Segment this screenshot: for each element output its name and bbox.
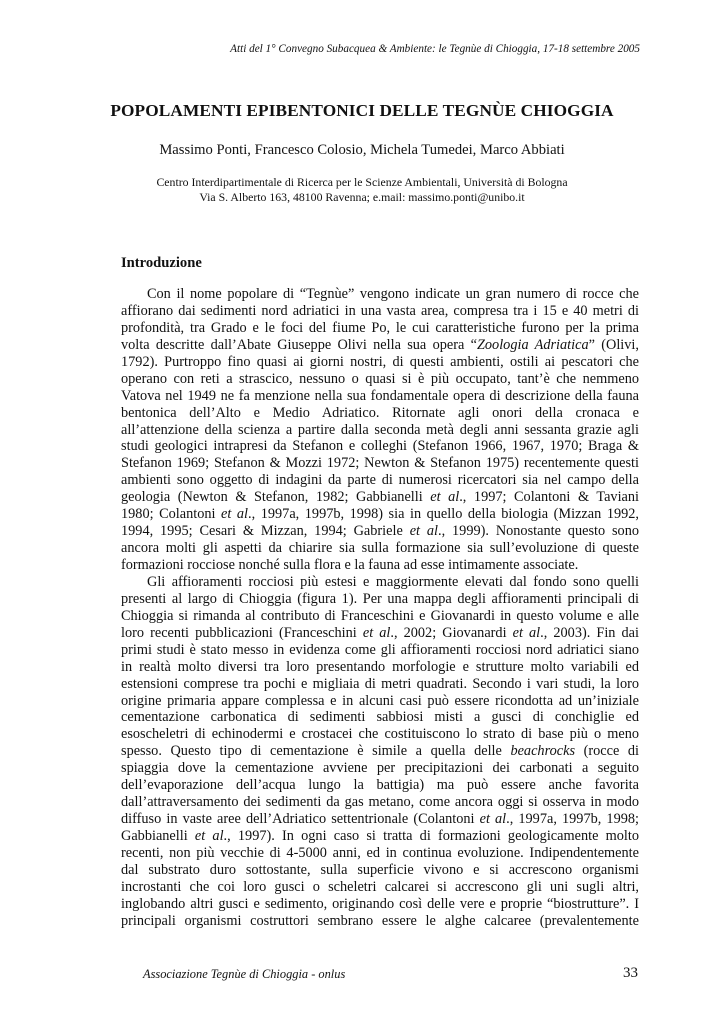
body-line: operano con reti a strascico, nessuno o quasi si è più occupato, tant’è che nemmeno: [121, 370, 639, 387]
section-heading-introduzione: Introduzione: [121, 255, 202, 271]
body-line: formazioni rocciose nonché sulla flora e la fauna ad esse intimamente associate.: [121, 557, 579, 573]
body-line: Stefanon 1969; Stefanon & Mozzi 1972; Newton & Stefanon 1975) recentemente questi: [121, 455, 639, 472]
body-line: loro recenti pubblicazioni (Franceschini et al., 2002; Giovanardi et al., 2003). Fin dai: [121, 624, 639, 641]
affiliation-block: [100, 175, 624, 205]
body-line: 1994, 1995; Cesari & Mizzan, 1994; Gabriele et al., 1999). Nonostante questo sono: [121, 523, 640, 540]
body-line: spiaggia dove la cementazione avviene per precipitazioni dei carbonati a seguito: [121, 760, 639, 777]
footer-association: Associazione Tegnùe di Chioggia - onlus: [143, 967, 346, 981]
body-line: Gli affioramenti rocciosi più estesi e maggiormente elevati dal fondo sono quelli: [147, 573, 639, 590]
body-line: in realtà molto diversi tra loro presentando morfologie e strutture molto variabili ed: [121, 658, 639, 675]
body-line: presenti al largo di Chioggia (figura 1). Per una mappa degli affioramenti principali di: [121, 590, 639, 607]
paper-title: POPOLAMENTI EPIBENTONICI DELLE TEGNÙE CHIOGGIA: [110, 101, 614, 120]
body-line: dal substrato duro sottostante, sulla superficie vivono e si accrescono organismi: [121, 861, 639, 878]
page-number: 33: [623, 965, 638, 981]
body-line: incrostanti che coi loro gusci o scheletri calcarei si accrescono gli uni sugli altri,: [121, 878, 639, 895]
body-line: principali organismi costruttori sembrano essere le alghe calcaree (prevalentemente: [121, 912, 639, 929]
body-line: volta descritte dall’Abate Giuseppe Olivi nella sua opera “Zoologia Adriatica” (Olivi,: [121, 336, 639, 353]
body-line: primi studi è stato messo in evidenza come gli affioramenti rocciosi nord adriatici siano: [121, 641, 639, 658]
body-line: origine primaria appare complessa e in alcuni casi può essere ricondotta ad un’iniziale: [121, 692, 639, 709]
affiliation-institution: Centro Interdipartimentale di Ricerca per le Scienze Ambientali, Università di Bologna: [156, 175, 568, 189]
body-line: geologia (Newton & Stefanon, 1982; Gabbianelli et al., 1997; Colantoni & Taviani: [121, 489, 640, 506]
body-line: 1792). Purtroppo fino quasi ai giorni nostri, di questi ambienti, ostili ai pescatori che: [121, 353, 639, 370]
body-line: ambienti sono oggetto di indagini da parte di numerosi ricercatori sia nel campo della: [121, 472, 639, 489]
body-line: spesso. Questo tipo di cementazione è simile a quella delle beachrocks (rocce di: [121, 743, 639, 760]
body-line: bentonica dell’Alto e Medio Adriatico. Ritornate agli onori della cronaca e: [121, 404, 639, 421]
body-line: estensioni comprese tra pochi e migliaia di metri quadrati. Secondo i vari studi, la loro: [121, 675, 639, 692]
body-line: Gabbianelli et al., 1997). In ogni caso si tratta di formazioni geologicamente molto: [121, 828, 639, 844]
body-line: diffuso in vaste aree dell’Adriatico settentrionale (Colantoni et al., 1997a, 1997b, 1998;: [121, 811, 639, 828]
body-line: Con il nome popolare di “Tegnùe” vengono indicate un gran numero di rocce che: [147, 286, 639, 302]
body-line: Vatova nel 1949 ne fa menzione nella sua fondamentale opera di descrizione della fauna: [121, 387, 639, 404]
body-line: ancora molti gli aspetti da chiarire sia sulla formazione sia sull’evoluzione di queste: [121, 540, 639, 557]
body-line: esoscheletri di echinodermi e crostacei che costituiscono lo strato di base più o meno: [121, 726, 639, 743]
body-line: 1980; Colantoni et al., 1997a, 1997b, 1998) sia in quello della biologia (Mizzan 1992,: [121, 506, 639, 523]
body-line: profondità, tra Grado e le foci del fiume Po, le cui caratteristiche furono per la prima: [121, 319, 639, 336]
body-text: [121, 286, 639, 930]
author-list: Massimo Ponti, Francesco Colosio, Michela Tumedei, Marco Abbiati: [159, 142, 565, 158]
running-header: Atti del 1° Convegno Subacquea & Ambiente: le Tegnùe di Chioggia, 17-18 settembre 2005: [230, 43, 640, 55]
affiliation-address: Via S. Alberto 163, 48100 Ravenna; e.mail: massimo.ponti@unibo.it: [199, 190, 525, 204]
body-line: Chioggia si rimanda al contributo di Franceschini e Giovanardi in questo volume e alle: [121, 607, 639, 624]
body-line: dall’attraversamento dei sedimenti da gas metano, come ancora oggi si osserva in modo: [121, 794, 639, 811]
body-line: cementazione carbonatica di sedimenti sabbiosi misti a gusci di conchiglie ed: [121, 709, 639, 726]
body-line: dell’evaporazione dell’acqua lungo la battigia) ma può essere anche favorita: [121, 777, 639, 794]
body-line: studi geologici intrapresi da Stefanon e colleghi (Stefanon 1966, 1967, 1970; Braga &: [121, 438, 639, 455]
body-line: inglobando altri gusci e sedimento, originando così delle vere e proprie “biostrutture”. I: [121, 895, 639, 912]
body-line: recenti, non più vecchie di 4-5000 anni, ed in continua evoluzione. Indipendentemente: [121, 844, 639, 861]
body-line: all’attenzione della scienza a partire dalla seconda metà degli anni sessanta grazie agli: [121, 421, 639, 438]
body-line: affiorano dai sedimenti nord adriatici in una vasta area, compresa tra i 15 e 40 metri di: [121, 302, 639, 319]
